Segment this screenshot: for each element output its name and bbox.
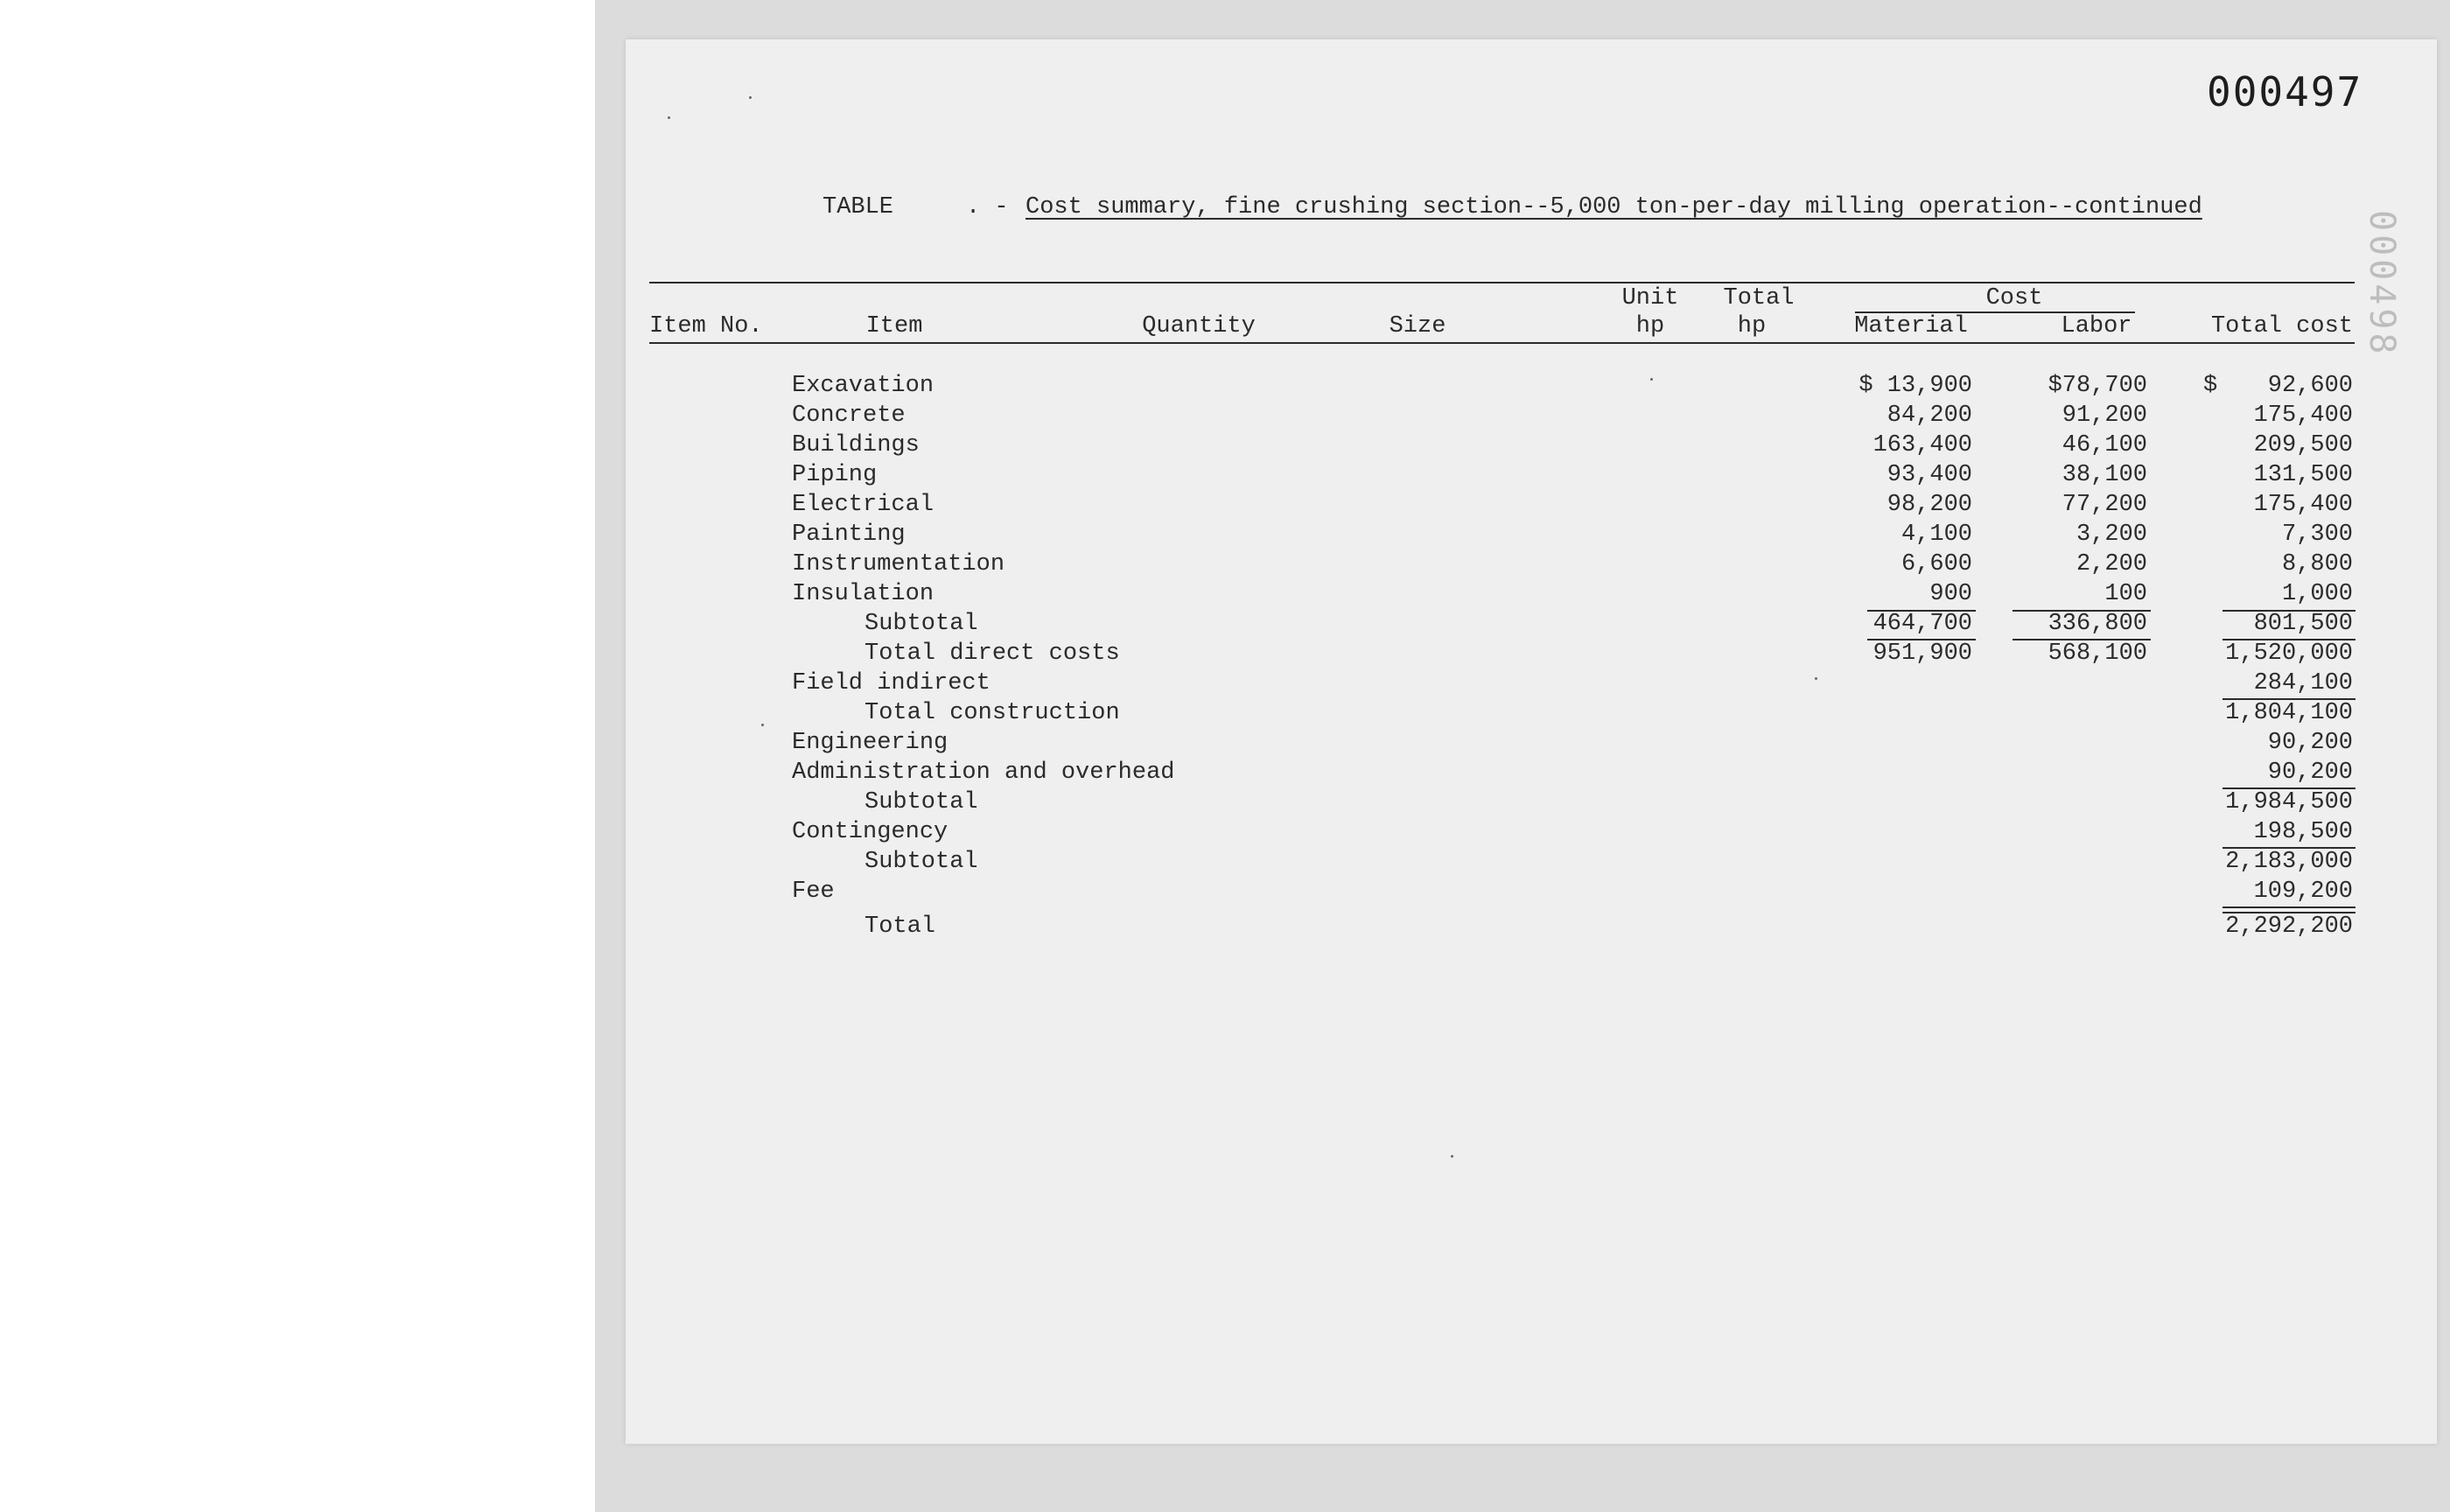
row-item: Contingency bbox=[792, 819, 948, 845]
header-item-no: Item No. bbox=[649, 313, 763, 340]
table-row bbox=[0, 432, 2450, 462]
row-total: 92,600 bbox=[2267, 373, 2353, 399]
table-header-rule bbox=[649, 342, 2355, 344]
row-total: 209,500 bbox=[2253, 432, 2353, 458]
row-total: 2,183,000 bbox=[2225, 849, 2353, 875]
row-total: 2,292,200 bbox=[2225, 914, 2353, 940]
table-title: Cost summary, fine crushing section--5,000 ton-per-day milling operation--continued bbox=[1026, 194, 2202, 220]
row-total: 1,984,500 bbox=[2225, 789, 2353, 816]
table-row bbox=[0, 492, 2450, 522]
header-total-cost: Total cost bbox=[2210, 313, 2353, 340]
scan-speck bbox=[1815, 677, 1817, 680]
table-row bbox=[0, 670, 2450, 700]
row-material: 951,900 bbox=[1872, 640, 1972, 667]
row-labor: 3,200 bbox=[2076, 522, 2147, 548]
row-labor: 77,200 bbox=[2062, 492, 2147, 518]
row-total: 131,500 bbox=[2253, 462, 2353, 488]
page-stamp-number: 000497 bbox=[2207, 68, 2363, 116]
row-total: 175,400 bbox=[2253, 492, 2353, 518]
row-total: 8,800 bbox=[2281, 551, 2353, 578]
header-total-hp-bottom: hp bbox=[1737, 313, 1767, 340]
row-total: 90,200 bbox=[2267, 730, 2353, 756]
row-total: 109,200 bbox=[2253, 878, 2353, 905]
fee-rule-upper bbox=[2222, 906, 2356, 908]
header-quantity: Quantity bbox=[1142, 313, 1256, 340]
table-row bbox=[0, 581, 2450, 611]
row-material: 98,200 bbox=[1886, 492, 1972, 518]
row-item: Administration and overhead bbox=[792, 760, 1175, 786]
row-labor: 38,100 bbox=[2062, 462, 2147, 488]
table-row bbox=[0, 551, 2450, 581]
table-row bbox=[0, 402, 2450, 432]
table-row bbox=[0, 819, 2450, 849]
row-labor: 46,100 bbox=[2062, 432, 2147, 458]
table-row bbox=[0, 640, 2450, 670]
row-item: Engineering bbox=[792, 730, 948, 756]
row-item: Fee bbox=[792, 878, 835, 905]
row-item: Total bbox=[864, 914, 936, 940]
row-item: Buildings bbox=[792, 432, 920, 458]
row-material: 84,200 bbox=[1886, 402, 1972, 429]
scan-speck bbox=[1451, 1155, 1453, 1158]
row-item: Electrical bbox=[792, 492, 934, 518]
table-row bbox=[0, 462, 2450, 492]
row-item: Excavation bbox=[792, 373, 934, 399]
table-row bbox=[0, 760, 2450, 789]
row-material: 900 bbox=[1929, 581, 1972, 607]
row-total: 90,200 bbox=[2267, 760, 2353, 786]
table-row bbox=[0, 789, 2450, 819]
header-labor: Labor bbox=[2061, 313, 2132, 340]
header-size: Size bbox=[1389, 313, 1446, 340]
header-material: Material bbox=[1854, 313, 1968, 340]
row-total: 1,000 bbox=[2281, 581, 2353, 607]
table-top-rule bbox=[649, 282, 2355, 284]
row-total: 801,500 bbox=[2253, 611, 2353, 637]
table-row bbox=[0, 700, 2450, 730]
row-item: Total direct costs bbox=[864, 640, 1120, 667]
row-material: 4,100 bbox=[1900, 522, 1972, 548]
row-labor: 100 bbox=[2104, 581, 2147, 607]
table-row bbox=[0, 522, 2450, 551]
row-labor: 336,800 bbox=[2048, 611, 2147, 637]
table-row bbox=[0, 914, 2450, 943]
row-material: 93,400 bbox=[1886, 462, 1972, 488]
side-stamp-number: 000498 bbox=[2362, 210, 2402, 358]
row-material: $ 13,900 bbox=[1858, 373, 1972, 399]
scan-speck bbox=[1650, 378, 1653, 381]
row-item: Insulation bbox=[792, 581, 934, 607]
row-material: 6,600 bbox=[1900, 551, 1972, 578]
row-item: Subtotal bbox=[864, 849, 978, 875]
row-labor: 2,200 bbox=[2076, 551, 2147, 578]
table-row bbox=[0, 849, 2450, 878]
table-row bbox=[0, 878, 2450, 908]
table-row bbox=[0, 611, 2450, 640]
row-item: Field indirect bbox=[792, 670, 990, 696]
row-total: 198,500 bbox=[2253, 819, 2353, 845]
row-item: Piping bbox=[792, 462, 878, 488]
header-item: Item bbox=[865, 313, 923, 340]
row-labor: 91,200 bbox=[2062, 402, 2147, 429]
row-labor: 568,100 bbox=[2048, 640, 2147, 667]
row-total: 1,804,100 bbox=[2225, 700, 2353, 726]
scan-speck bbox=[749, 96, 752, 99]
row-labor: $78,700 bbox=[2048, 373, 2147, 399]
table-row bbox=[0, 373, 2450, 402]
row-material: 464,700 bbox=[1872, 611, 1972, 637]
scan-speck bbox=[668, 116, 670, 119]
scan-speck bbox=[761, 724, 764, 726]
row-item: Subtotal bbox=[864, 789, 978, 816]
header-unit-hp-top: Unit bbox=[1621, 285, 1679, 312]
row-total: 175,400 bbox=[2253, 402, 2353, 429]
row-total-currency: $ bbox=[2203, 373, 2218, 399]
row-item: Instrumentation bbox=[792, 551, 1005, 578]
row-item: Total construction bbox=[864, 700, 1120, 726]
row-total: 7,300 bbox=[2281, 522, 2353, 548]
row-item: Subtotal bbox=[864, 611, 978, 637]
row-item: Painting bbox=[792, 522, 906, 548]
row-item: Concrete bbox=[792, 402, 906, 429]
row-total: 1,520,000 bbox=[2225, 640, 2353, 667]
header-unit-hp-bottom: hp bbox=[1635, 313, 1665, 340]
header-cost-group: Cost bbox=[1985, 285, 2043, 312]
table-label: TABLE bbox=[822, 194, 894, 220]
header-total-hp-top: Total bbox=[1723, 285, 1795, 312]
table-separator: . - bbox=[966, 194, 1009, 220]
table-row bbox=[0, 730, 2450, 760]
row-total: 284,100 bbox=[2253, 670, 2353, 696]
row-material: 163,400 bbox=[1872, 432, 1972, 458]
